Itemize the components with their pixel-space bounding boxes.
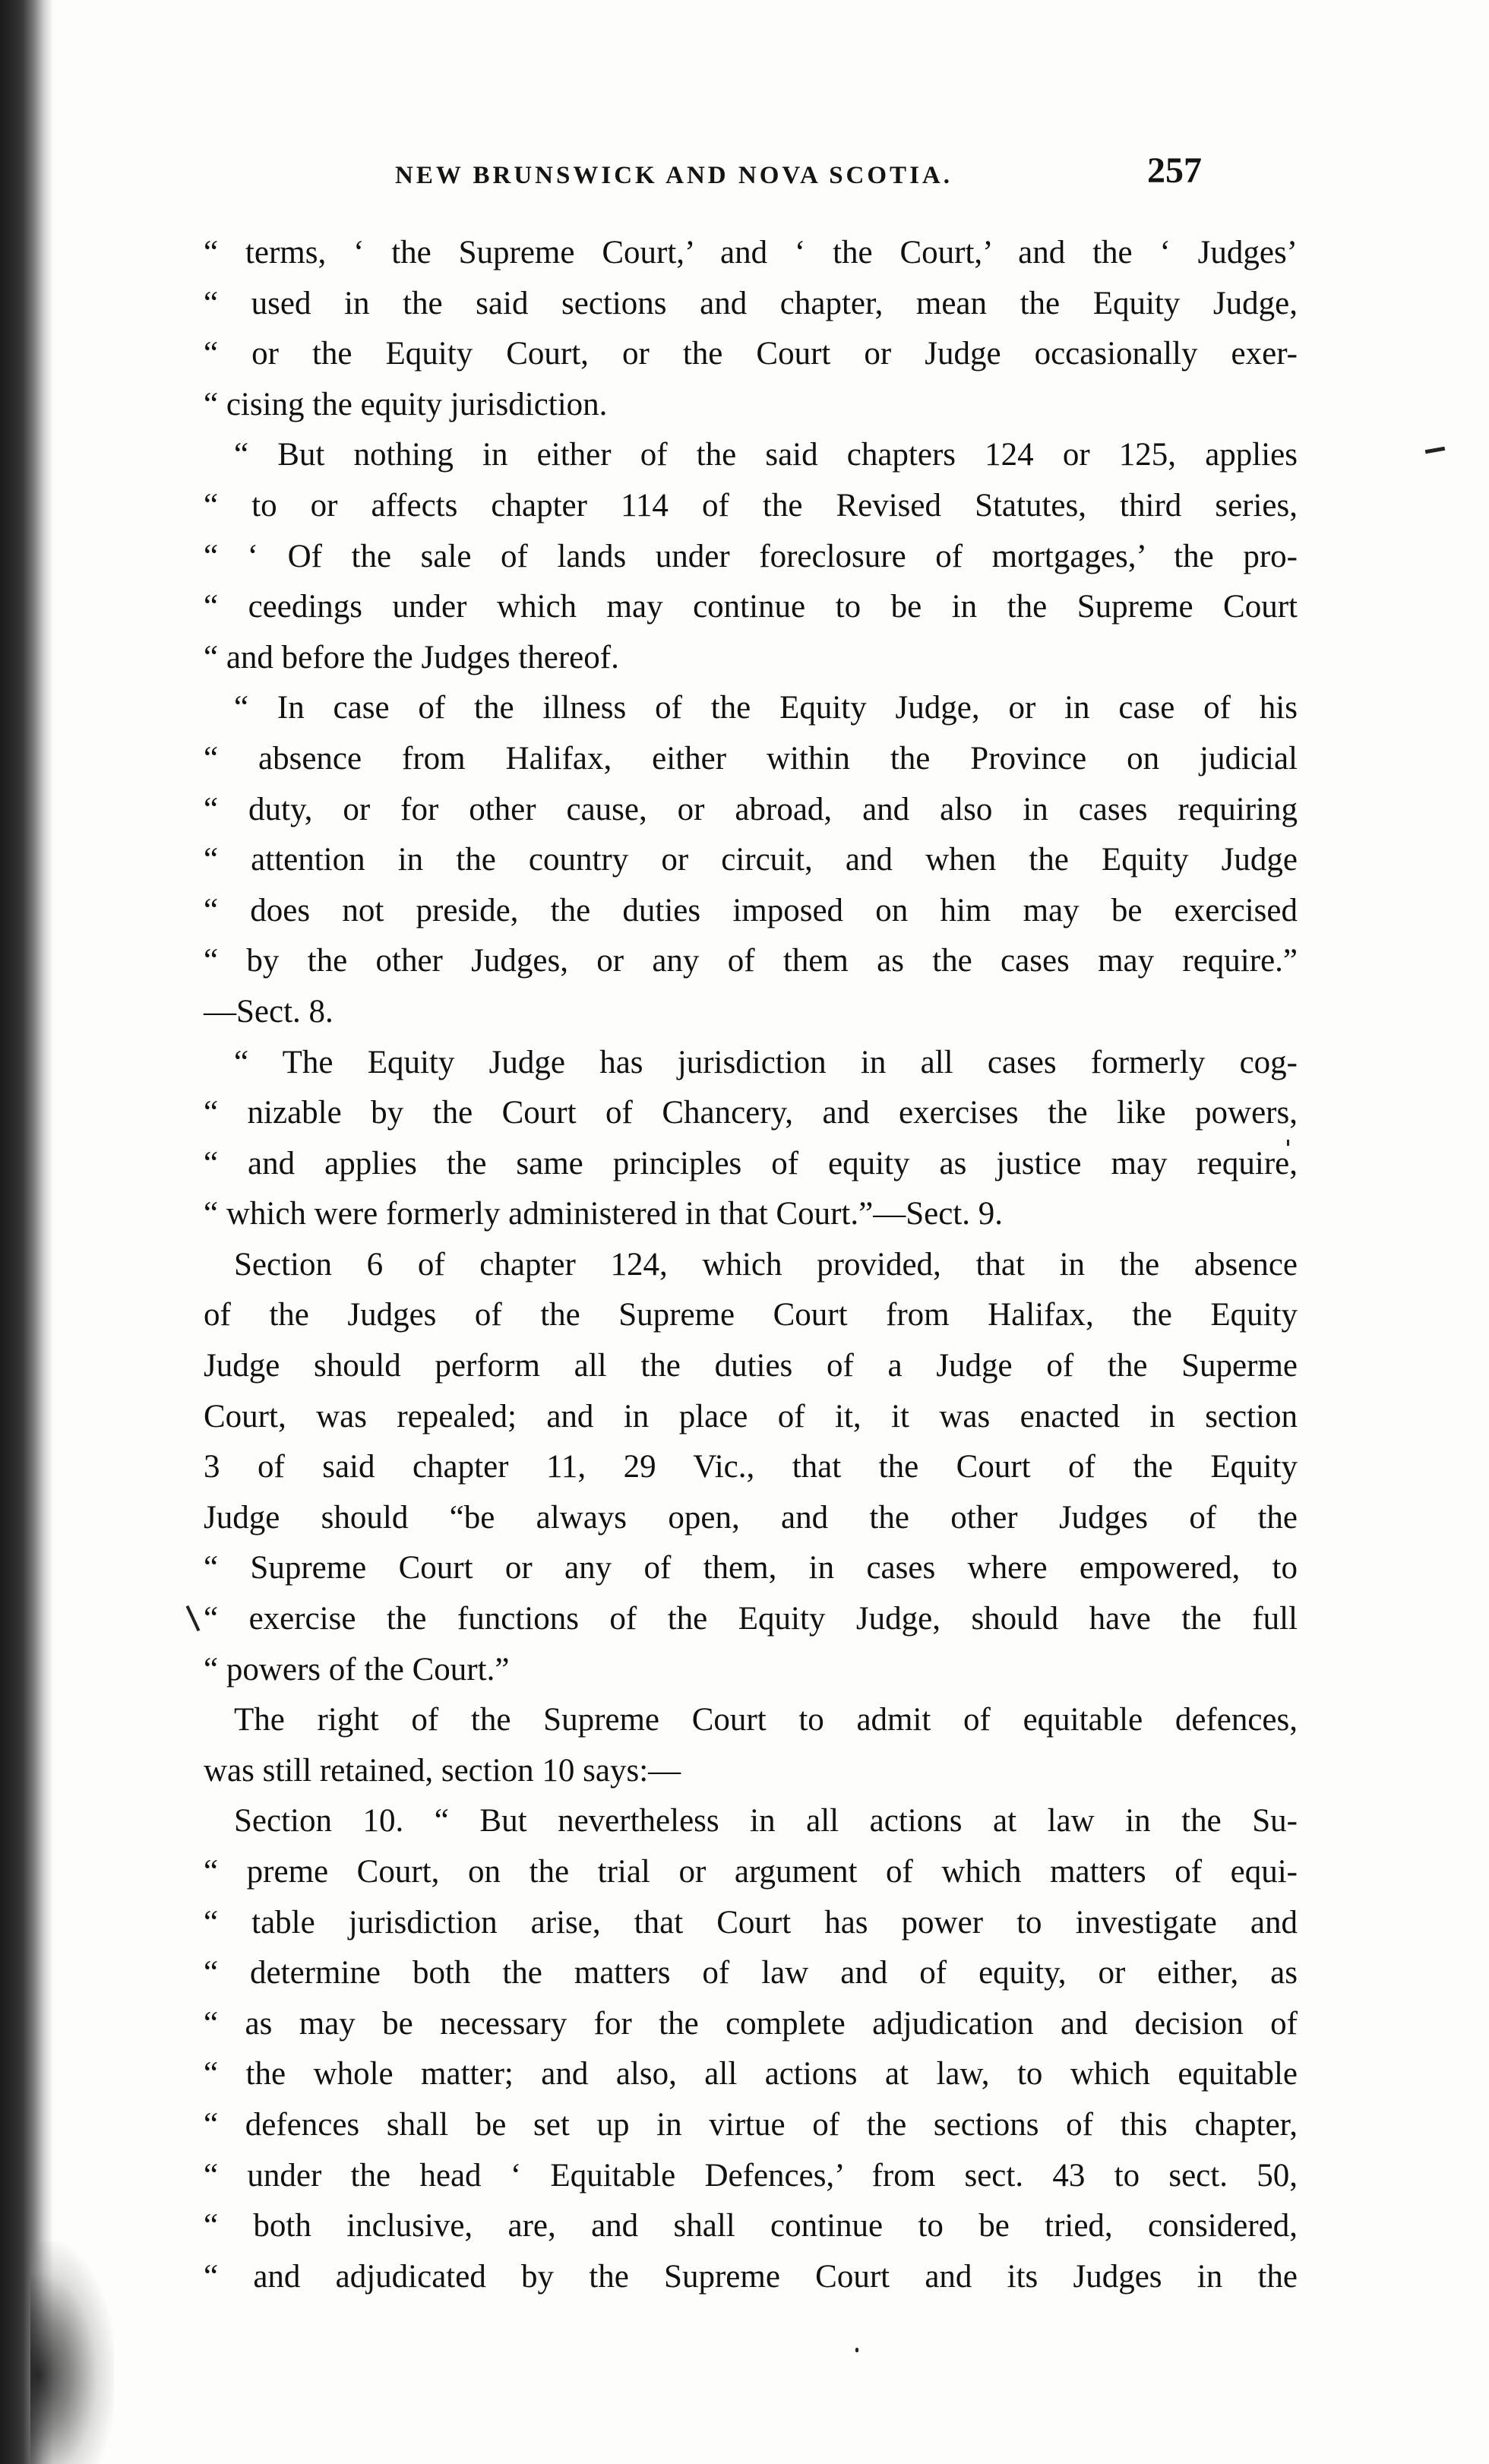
binding-edge bbox=[0, 0, 53, 2464]
text-line: “ But nothing in either of the said chapters 124 or 125, applies bbox=[234, 437, 1298, 473]
text-line: “ and adjudicated by the Supreme Court and its Judges in the bbox=[204, 2258, 1298, 2295]
text-line: “ does not preside, the duties imposed on him may be exercised bbox=[204, 892, 1298, 928]
text-line: “ powers of the Court.” bbox=[204, 1651, 510, 1687]
text-line: “ exercise the functions of the Equity Judge, should have the full bbox=[204, 1601, 1298, 1637]
text-line: “ which were formerly administered in that Court.”—Sect. 9. bbox=[204, 1196, 1003, 1232]
page-number: 257 bbox=[1147, 150, 1202, 191]
text-line: “ ‘ Of the sale of lands under foreclosure of mortgages,’ the pro- bbox=[204, 538, 1298, 574]
text-line: “ table jurisdiction arise, that Court has power to investigate and bbox=[204, 1904, 1298, 1941]
text-line: “ used in the said sections and chapter, mean the Equity Judge, bbox=[204, 285, 1298, 321]
binding-shadow bbox=[30, 2241, 114, 2464]
text-line: “ and before the Judges thereof. bbox=[204, 639, 619, 675]
text-line: 3 of said chapter 11, 29 Vic., that the Court of the Equity bbox=[204, 1449, 1298, 1485]
text-line: “ under the head ‘ Equitable Defences,’ from sect. 43 to sect. 50, bbox=[204, 2157, 1298, 2194]
text-line: Judge should perform all the duties of a Judge of the Superme bbox=[204, 1348, 1298, 1384]
text-line: “ attention in the country or circuit, and when the Equity Judge bbox=[204, 842, 1298, 878]
text-line: “ both inclusive, are, and shall continue to be tried, considered, bbox=[204, 2208, 1298, 2244]
text-line: “ nizable by the Court of Chancery, and exercises the like powers, bbox=[204, 1095, 1298, 1131]
text-line: “ duty, or for other cause, or abroad, and also in cases requiring bbox=[204, 791, 1298, 827]
text-line: —Sect. 8. bbox=[204, 993, 334, 1030]
ink-speck bbox=[855, 2348, 858, 2352]
text-line: “ or the Equity Court, or the Court or Judge occasionally exer- bbox=[204, 336, 1298, 372]
text-line: “ ceedings under which may continue to be in the Supreme Court bbox=[204, 589, 1298, 625]
text-line: “ by the other Judges, or any of them as the cases may require.” bbox=[204, 943, 1298, 979]
text-line: “ as may be necessary for the complete adjudication and decision of bbox=[204, 2005, 1298, 2042]
text-line: Court, was repealed; and in place of it, it was enacted in section bbox=[204, 1398, 1298, 1434]
margin-mark bbox=[186, 1605, 201, 1631]
text-line: “ and applies the same principles of equity as justice may require, bbox=[204, 1145, 1298, 1181]
text-line: “ absence from Halifax, either within the Province on judicial bbox=[204, 740, 1298, 777]
margin-mark bbox=[1425, 447, 1445, 454]
page-header bbox=[395, 150, 1307, 201]
text-line: “ determine both the matters of law and of equity, or either, as bbox=[204, 1955, 1298, 1991]
text-line: “ defences shall be set up in virtue of the sections of this chapter, bbox=[204, 2106, 1298, 2143]
text-line: “ preme Court, on the trial or argument of which matters of equi- bbox=[204, 1854, 1298, 1890]
margin-mark bbox=[1287, 1140, 1289, 1146]
body-text bbox=[204, 228, 1298, 2302]
text-line: “ to or affects chapter 114 of the Revised Statutes, third series, bbox=[204, 487, 1298, 523]
text-line: “ Supreme Court or any of them, in cases where empowered, to bbox=[204, 1550, 1298, 1586]
text-line: of the Judges of the Supreme Court from Halifax, the Equity bbox=[204, 1297, 1298, 1333]
text-line: “ terms, ‘ the Supreme Court,’ and ‘ the Court,’ and the ‘ Judges’ bbox=[204, 235, 1298, 270]
text-line: “ In case of the illness of the Equity Judge, or in case of his bbox=[234, 690, 1298, 726]
text-line: Section 6 of chapter 124, which provided, that in the absence bbox=[234, 1246, 1298, 1283]
running-title: NEW BRUNSWICK AND NOVA SCOTIA. bbox=[395, 162, 953, 189]
text-line: Section 10. “ But nevertheless in all actions at law in the Su- bbox=[234, 1803, 1298, 1839]
text-line: “ cising the equity jurisdiction. bbox=[204, 386, 608, 422]
text-line: “ The Equity Judge has jurisdiction in all cases formerly cog- bbox=[234, 1044, 1298, 1080]
text-line: Judge should “be always open, and the other Judges of the bbox=[204, 1499, 1298, 1536]
text-line: “ the whole matter; and also, all actions at law, to which equitable bbox=[204, 2056, 1298, 2092]
text-line: was still retained, section 10 says:— bbox=[204, 1752, 681, 1789]
text-line: The right of the Supreme Court to admit of equitable defences, bbox=[234, 1702, 1298, 1738]
